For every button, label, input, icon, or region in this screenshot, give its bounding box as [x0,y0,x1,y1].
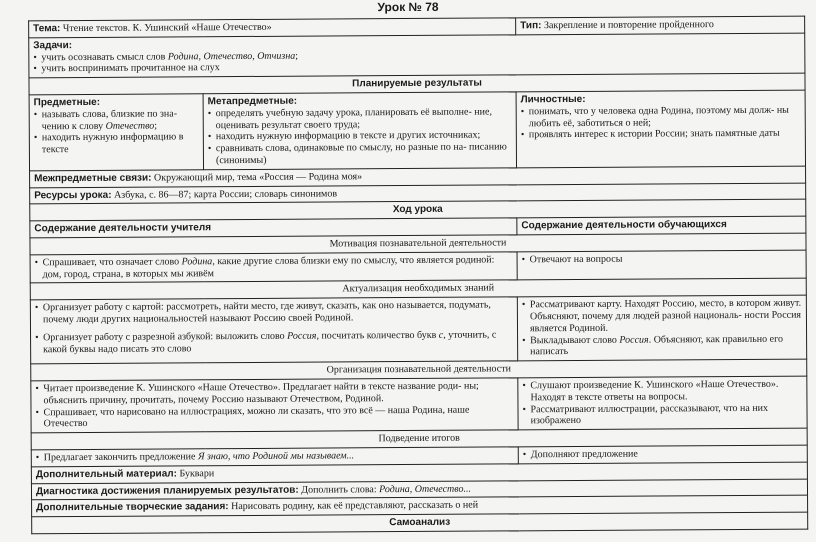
actualization-student-cell [517,295,806,361]
teacher-word: Родина [181,255,213,268]
self-analysis-row [32,512,808,534]
student-text: . Объясняют, как правильно его написать [530,333,783,358]
teacher-text: , какие другие слова близки ему по смыслу, что является родиной: дом, город, страна, в которых мы живём [42,254,495,280]
student-item: • Дополняют предложение [523,448,803,462]
teacher-list [36,449,514,464]
subject-list [34,108,199,156]
subject-label: Предметные: [33,96,101,109]
tasks-cell [29,33,805,78]
personal-label: Личностные: [520,93,586,106]
task-item: • учить воспринимать прочитанное на слух [33,59,800,75]
student-list [522,379,802,428]
course-title: Ход урока [30,199,806,221]
links-label: Межпредметные связи: [34,172,152,185]
stage-content-row [30,295,806,364]
teacher-italic: Я знаю, что Родиной мы называем... [197,450,355,463]
subject-item [34,108,199,133]
personal-item: • понимать, что у человека одна Родина, поэтому мы долж- ны любить её, заботиться о ней; [521,104,801,129]
subject-text: называть слова, близкие по зна- чению к слову [41,108,178,132]
motivation-title: Мотивация познавательной деятельности [30,233,806,255]
meta-item: • сравнивать слова, одинаковые по смыслу, но разные по на- писанию (синонимы) [208,142,512,167]
diagnostics-italic: Родина, Отечество... [379,483,472,495]
tasks-list [33,47,800,75]
meta-item: • находить нужную информацию в тексте и других источниках; [208,130,512,144]
student-word: Россия [619,334,649,346]
meta-results-cell [203,92,516,170]
meta-item: • определять учебную задачу урока, планировать её выполне- ние, оценивать результат своего труда; [208,106,512,131]
creative-label: Дополнительные творческие задания: [36,501,229,514]
summary-title: Подведение итогов [31,428,807,450]
personal-item: • проявлять интерес к истории России; знать памятные даты [521,128,801,142]
organization-student-cell [518,376,807,430]
lesson-title: Урок № 78 [377,0,439,15]
planned-results-row [29,90,805,171]
teacher-item [35,329,513,356]
task-words: Родина, Отечество, Отчизна [167,50,296,63]
personal-results-cell [516,90,805,168]
personal-list [521,104,801,141]
teacher-list [35,300,513,356]
tasks-row [29,33,805,78]
teacher-header: Содержание деятельности учителя [30,218,517,238]
diagnostics-text: Дополнить слова: [301,483,380,496]
teacher-item [35,254,513,281]
actualization-title: Актуализация необходимых знаний [30,278,806,300]
actualization-teacher-cell [30,297,517,364]
teacher-text: , уточнить, с какой буквы надо писать это слово [43,329,497,355]
lesson-plan-table [28,16,808,535]
motivation-teacher-cell [30,252,517,284]
student-list [523,448,803,462]
teacher-word: Россия [287,330,317,342]
student-item: • Рассматривают иллюстрации, рассказывают, что на них изображено [522,402,802,427]
task-text: учить осознавать смысл слов [41,51,168,63]
stage-content-row [31,376,807,433]
student-item: • Рассматривают карту. Находят Россию, место, в котором живут. Объясняют, почему для людей разной националь- ности Россия является Родиной. [522,298,802,335]
student-text: Выкладывают слово [530,334,620,346]
meta-list [208,106,512,167]
motivation-student-cell [517,250,806,280]
task-punct: ; [295,50,299,62]
diagnostics-label: Диагностика достижения планируемых результатов: [35,484,299,497]
organization-teacher-cell [31,378,518,433]
links-text: Окружающий мир, тема «Россия — Родина моя» [153,171,363,184]
student-item: • Слушают произведение К. Ушинского «Наше Отечество». Находят в тексте ответы на вопросы. [522,379,802,404]
teacher-list [35,380,513,430]
meta-label: Метапредметные: [207,95,298,108]
student-list [522,252,802,266]
teacher-text: , посчитать количество букв [316,329,439,342]
tasks-label: Задачи: [33,39,73,52]
type-text: Закрепление и повторение пройденного [543,19,714,32]
subject-word: Отечество [105,120,155,132]
teacher-item: • Организует работу с картой: рассмотреть, найти место, где живут, сказать, как оно называется, подумать, почему люди других национальностей называют Россию своей Родиной. [35,300,513,327]
subject-item: • находить нужную информацию в тексте [34,132,199,157]
student-list [522,298,802,359]
additional-label: Дополнительный материал: [35,468,177,480]
teacher-text: Спрашивает, что означает слово [42,256,182,268]
teacher-item: • Читает произведение К. Ушинского «Наше Отечество». Предлагает найти в тексте название роди- ны; объяснить причину, прочитать, почему Россию называют Отечеством, Родиной. [35,380,513,407]
self-analysis-title: Самоанализ [32,512,808,534]
subject-punct: ; [154,120,158,132]
type-cell [516,16,805,35]
planned-title: Планируемые результаты [29,73,805,95]
resources-label: Ресурсы урока: [34,189,112,201]
teacher-text: Организует работу с разрезной азбукой: выложить слово [43,330,288,343]
student-item [522,333,802,358]
creative-text: Нарисовать родину, как её представляют, рассказать о ней [231,499,479,513]
type-label: Тип: [520,20,542,32]
topic-label: Тема: [33,23,61,35]
organization-title: Организация познавательной деятельности [31,359,807,381]
teacher-item [36,449,514,464]
student-item: • Отвечают на вопросы [522,252,802,266]
student-header: Содержание деятельности обучающихся [517,216,806,235]
additional-text: Буквари [179,467,215,480]
subject-results-cell [29,94,203,171]
teacher-list [35,254,513,281]
teacher-letter: с [438,329,444,341]
summary-student-cell [518,445,807,464]
teacher-text: Предлагает закончить предложение [43,451,198,464]
resources-text: Азбука, с. 86—87; карта России; словарь синонимов [114,187,338,201]
teacher-item: • Спрашивает, что нарисовано на иллюстрациях, можно ли сказать, что это всё — наша Родина, наше Отечество [35,404,513,431]
topic-text: Чтение текстов. К. Ушинский «Наше Отечество» [62,21,272,35]
